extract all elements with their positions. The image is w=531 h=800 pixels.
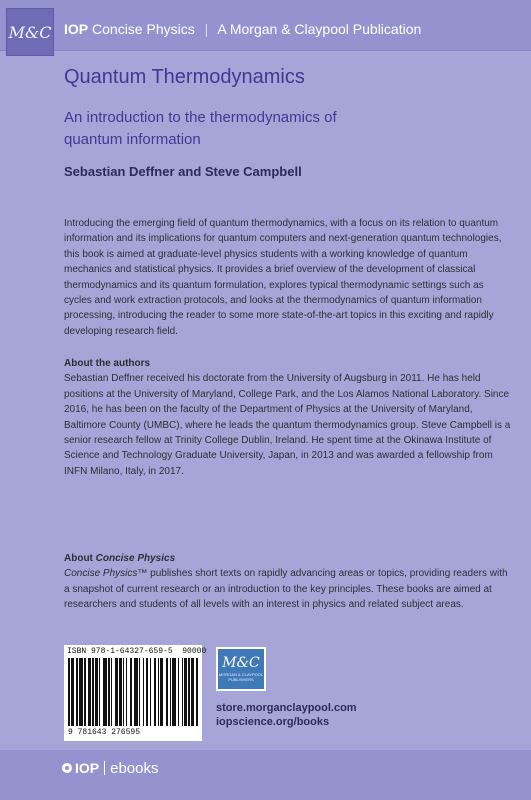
barcode-bars [68,658,198,728]
barcode-digits: 9 781643 276595 [68,728,141,737]
about-authors-section [64,356,514,479]
book-authors: Sebastian Deffner and Steve Campbell [64,164,302,179]
series-separator: | [204,21,209,37]
price-code: 90000 [182,647,207,656]
book-title: Quantum Thermodynamics [64,66,305,88]
footer-iop: IOP [75,760,100,776]
about-series-heading-italic: Concise Physics [95,553,176,564]
footer-ebooks: ebooks [110,759,159,777]
about-authors-heading: About the authors [64,358,151,369]
about-series-body: ™ publishes short texts on rapidly advancing areas or topics, providing readers with a snapshot of current research or an introduction to the key principles. These books are aimed at researchers and students of all levels with an interest in physics and related subject areas. [64,568,508,611]
publisher-logo-caption: MORGAN & CLAYPOOL PUBLISHERS [218,672,264,682]
about-series-text [64,566,514,612]
publisher-logo [216,647,266,691]
publisher-name: A Morgan & Claypool Publication [217,21,422,37]
series-name: Concise Physics [92,21,195,37]
iop-dot-icon [62,763,72,773]
about-authors-text: Sebastian Deffner received his doctorate from the University of Augsburg in 2011. He has held positions at the University of Maryland, College Park, and the Los Alamos National Laboratory. Since 2016, he has been on the faculty of the Department of Physics at the University of Maryland, Baltimore County (UMBC), where he leads the quantum thermodynamics group. Steve Campbell is a senior research fellow at Trinity College Dublin, Ireland. He spent time at the Okinawa Institute of Science and Technology Graduate University, Japan, in 2013 and was awarded a fellowship from INFN Milano, Italy, in 2017. [64,373,511,477]
iopscience-link[interactable]: iopscience.org/books [216,716,330,728]
isbn-label [67,647,206,656]
about-series-heading-prefix: About [64,553,96,564]
isbn-barcode [64,645,207,741]
about-series-section [64,551,514,613]
series-line [64,21,421,37]
book-subtitle: An introduction to the thermodynamics of quantum information [64,109,337,148]
series-iop: IOP [64,21,89,37]
mc-logo: M&C [6,8,54,56]
iop-ebooks-logo [62,758,159,778]
store-link[interactable]: store.morganclaypool.com [216,702,357,714]
book-description: Introducing the emerging field of quantum thermodynamics, with a focus on its relation to quantum information and its implications for quantum computers and next-generation quantum technologies, this book is aimed at graduate-level physics students with a working knowledge of quantum mechanics and statistical physics. It provides a brief overview of the development of classical thermodynamics and its quantum formulation, explores typical thermodynamic settings such as cycles and work extraction protocols, and looks at the thermodynamics of quantum information processing, introducing the reader to some more state-of-the-art topics in this exciting and rapidly developing research field. [64,218,502,337]
about-series-heading [64,551,514,566]
footer-divider [104,761,105,775]
about-series-italic: Concise Physics [64,568,138,580]
isbn-number: ISBN 978-1-64327-659-5 [67,647,173,656]
publisher-logo-mark: M&C [222,655,260,671]
